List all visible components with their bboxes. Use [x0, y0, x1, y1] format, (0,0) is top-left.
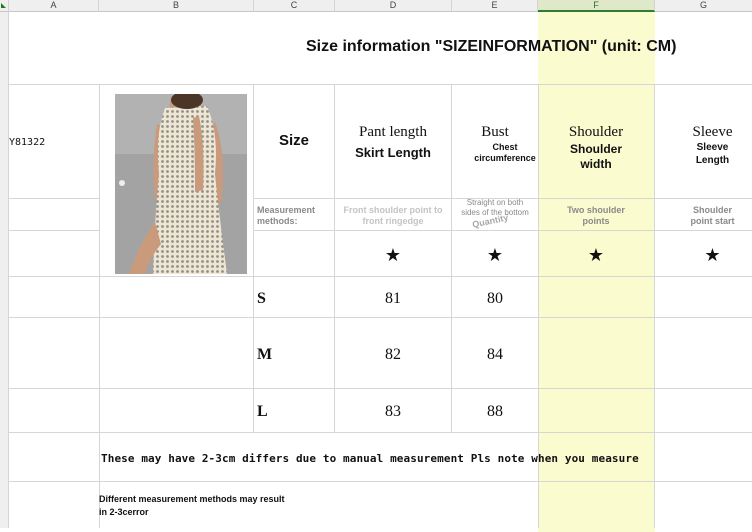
sleeve-star-icon: ★ — [704, 245, 721, 265]
sheet-title: Size information "SIZEINFORMATION" (unit: CM) — [306, 38, 677, 55]
sleeve-method-2: point start — [690, 216, 735, 226]
pant-cell-l: 83 — [385, 403, 401, 420]
dress-photo — [115, 94, 247, 274]
gridline — [8, 276, 752, 277]
shoulder-star-icon: ★ — [587, 245, 605, 265]
sleeve-header: Sleeve — [692, 124, 733, 140]
gridline — [8, 84, 752, 85]
gridline — [99, 84, 100, 528]
row-header-strip[interactable] — [0, 12, 9, 528]
shoulder-subheader-2: width — [580, 157, 612, 171]
bust-method-1: Straight on both — [466, 198, 524, 207]
shoulder-header: Shoulder — [568, 124, 624, 140]
pant-star-icon: ★ — [384, 245, 402, 265]
size-header: Size — [278, 132, 309, 149]
size-cell-l: L — [257, 403, 268, 420]
size-cell-m: M — [257, 346, 273, 363]
select-all-corner[interactable] — [0, 0, 9, 12]
gridline — [8, 230, 99, 231]
column-header-c[interactable]: C — [254, 0, 335, 12]
bust-cell-m: 84 — [487, 346, 503, 363]
bust-subheader-2: circumference — [474, 153, 536, 163]
column-header-b[interactable]: B — [99, 0, 254, 12]
pant-method-2: front ringedge — [362, 216, 424, 226]
gridline — [8, 481, 752, 482]
methods-label-1: Measurement — [257, 205, 316, 215]
bust-header: Bust — [481, 124, 509, 140]
pant-length-subheader: Skirt Length — [355, 145, 431, 160]
gridline — [8, 198, 99, 199]
measurement-note: These may have 2-3cm differs due to manual measurement Pls note when you measure — [101, 452, 639, 465]
gridline — [254, 230, 752, 231]
sleeve-subheader-2: Length — [695, 155, 730, 166]
shoulder-subheader-1: Shoulder — [569, 142, 622, 156]
sleeve-method-1: Shoulder — [692, 205, 732, 215]
column-header-f[interactable]: F — [538, 0, 655, 12]
sleeve-subheader-1: Sleeve — [696, 142, 729, 153]
gridline — [8, 388, 752, 389]
column-header-d[interactable]: D — [335, 0, 452, 12]
footnote-line-1: Different measurement methods may result — [99, 494, 285, 504]
bust-subheader-1: Chest — [492, 142, 518, 152]
gridline — [8, 432, 752, 433]
dress-photo-graphic — [115, 94, 247, 274]
product-code: Y81322 — [9, 137, 46, 148]
bust-cell-l: 88 — [487, 403, 503, 420]
column-header-e[interactable]: E — [452, 0, 538, 12]
pant-cell-s: 81 — [385, 290, 401, 307]
column-header-a[interactable]: A — [9, 0, 99, 12]
footnote-line-2: in 2-3cerror — [99, 507, 149, 517]
pant-cell-m: 82 — [385, 346, 401, 363]
shoulder-method-2: points — [582, 216, 610, 226]
shoulder-method-1: Two shoulder — [567, 205, 625, 215]
bust-cell-s: 80 — [487, 290, 503, 307]
pant-length-header: Pant length — [359, 124, 427, 140]
bust-method-2: sides of the bottom — [461, 208, 529, 217]
bust-star-icon: ★ — [486, 245, 504, 265]
bust-method-overlay: Quantity — [471, 212, 510, 230]
pant-method-1: Front shoulder point to — [343, 205, 443, 215]
column-header-g[interactable]: G — [655, 0, 752, 12]
gridline — [8, 317, 752, 318]
methods-label-2: methods: — [257, 216, 298, 226]
size-cell-s: S — [257, 290, 266, 307]
